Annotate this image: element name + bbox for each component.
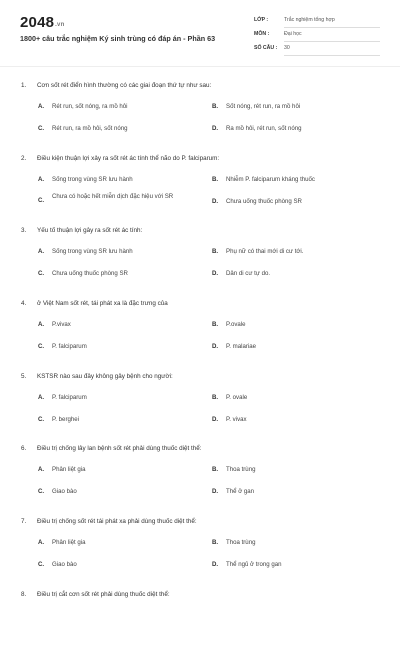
meta-key: MÔN : [254,31,270,37]
document-title: 1800+ câu trắc nghiệm Ký sinh trùng có đáp án - Phần 63 [20,34,216,43]
option-label: C. [38,488,45,496]
question-stem: Điều trị chống sốt rét tái phát xa phải dùng thuốc diệt thể: [37,518,197,526]
option-text: Dân di cư tự do. [226,270,271,278]
option-label: D. [212,561,219,569]
meta-key: LỚP : [254,17,269,23]
meta-value: 30 [284,45,380,56]
question-item [0,371,400,444]
option-text: P. berghei [52,415,79,423]
question-stem: Cơn sốt rét điển hình thường có các giai đoạn thứ tự như sau: [37,82,212,89]
option-text: Giao bào [52,488,77,496]
option-label: B. [212,393,219,401]
option-text: P.ovale [226,321,246,329]
logo-suffix: .vn [55,22,65,28]
option-text: P.vivax [52,321,71,329]
option-text: Sốt nóng, rét run, ra mồ hôi [226,103,301,110]
logo-text: 2048 [20,14,55,31]
option-text: Thể ở gan [226,488,255,496]
option-text: P. ovale [226,393,248,401]
question-item [0,225,400,298]
option-label: B. [212,103,219,110]
option-text: P. falciparum [52,343,87,351]
option-label: B. [212,175,219,183]
option-text: Ra mồ hôi, rét run, sốt nóng [226,125,302,132]
question-text [21,155,381,163]
question-number: 8. [21,590,27,598]
site-logo[interactable] [20,14,64,31]
option-label: A. [38,103,45,110]
option-label: D. [212,197,219,205]
option-text: Thoa trùng [226,466,256,474]
question-stem: Yếu tố thuận lợi gây ra sốt rét ác tính: [37,227,143,235]
option-text: P. malariae [226,343,257,351]
question-stem: ở Việt Nam sốt rét, tái phát xa là đặc trưng của [37,300,168,308]
option-label: C. [38,270,45,278]
option-text: Phân liệt gia [52,539,86,547]
question-number: 2. [21,154,27,162]
option-text: Phân liệt gia [52,466,86,474]
option-text: Rét run, ra mồ hôi, sốt nóng [52,125,128,132]
question-stem: Điều kiện thuận lợi xảy ra sốt rét ác tính thể não do P. falciparum: [37,154,220,162]
option-label: A. [38,393,45,401]
question-number: 7. [21,518,27,526]
question-stem: KSTSR nào sau đây không gây bệnh cho người: [37,372,173,380]
option-text: P. falciparum [52,393,87,401]
question-number: 4. [21,300,27,308]
question-text [21,591,381,599]
option-label: C. [38,125,45,132]
option-label: D. [212,270,219,278]
question-number: 6. [21,445,27,453]
question-item [0,298,400,371]
question-number: 3. [21,227,27,235]
question-list [0,80,400,662]
option-label: B. [212,248,219,256]
option-text: Giao bào [52,561,77,569]
option-label: D. [212,488,219,496]
option-label: B. [212,539,219,547]
question-text [21,227,381,235]
question-text [21,445,381,453]
option-label: A. [38,539,45,547]
meta-key: SỐ CÂU : [254,45,278,51]
option-label: A. [38,321,45,329]
question-text [21,82,381,90]
question-stem: Điều trị cắt cơn sốt rét phải dùng thuốc diệt thể: [37,590,170,598]
option-text: Sống trong vùng SR lưu hành [52,175,133,183]
option-text: Thể ngủ ở trong gan [226,561,282,569]
option-text: Nhiễm P. falciparum kháng thuốc [226,175,315,183]
option-label: A. [38,175,45,183]
header-divider [0,66,400,67]
option-label: D. [212,125,219,132]
question-number: 1. [21,82,27,89]
question-item [0,80,400,153]
option-label: B. [212,321,219,329]
option-label: B. [212,466,219,474]
option-text: Sống trong vùng SR lưu hành [52,248,133,256]
question-item [0,153,400,226]
question-text [21,300,381,308]
question-stem: Điều trị chống lây lan bệnh sốt rét phải dùng thuốc diệt thể: [37,445,202,453]
question-item [0,516,400,589]
question-text [21,518,381,526]
option-text: Chưa uống thuốc phòng SR [52,270,128,278]
option-label: D. [212,343,219,351]
option-text: Phụ nữ có thai mới di cư tới. [226,248,304,256]
question-text [21,373,381,381]
option-text: Thoa trùng [226,539,256,547]
meta-value: Trắc nghiệm tổng hợp [284,17,380,28]
document-header [0,0,400,66]
option-label: C. [38,415,45,423]
option-label: C. [38,561,45,569]
option-label: C. [38,343,45,351]
option-text: P. vivax [226,415,247,423]
option-text: Chưa có hoặc hết miễn dịch đặc hiệu với SR [52,192,174,200]
meta-value: Đại học [284,31,380,42]
question-item [0,443,400,516]
option-text: Chưa uống thuốc phòng SR [226,197,302,205]
question-number: 5. [21,372,27,380]
option-label: A. [38,248,45,256]
option-label: D. [212,415,219,423]
option-label: C. [38,196,45,204]
option-label: A. [38,466,45,474]
option-text: Rét run, sốt nóng, ra mồ hôi [52,103,128,110]
